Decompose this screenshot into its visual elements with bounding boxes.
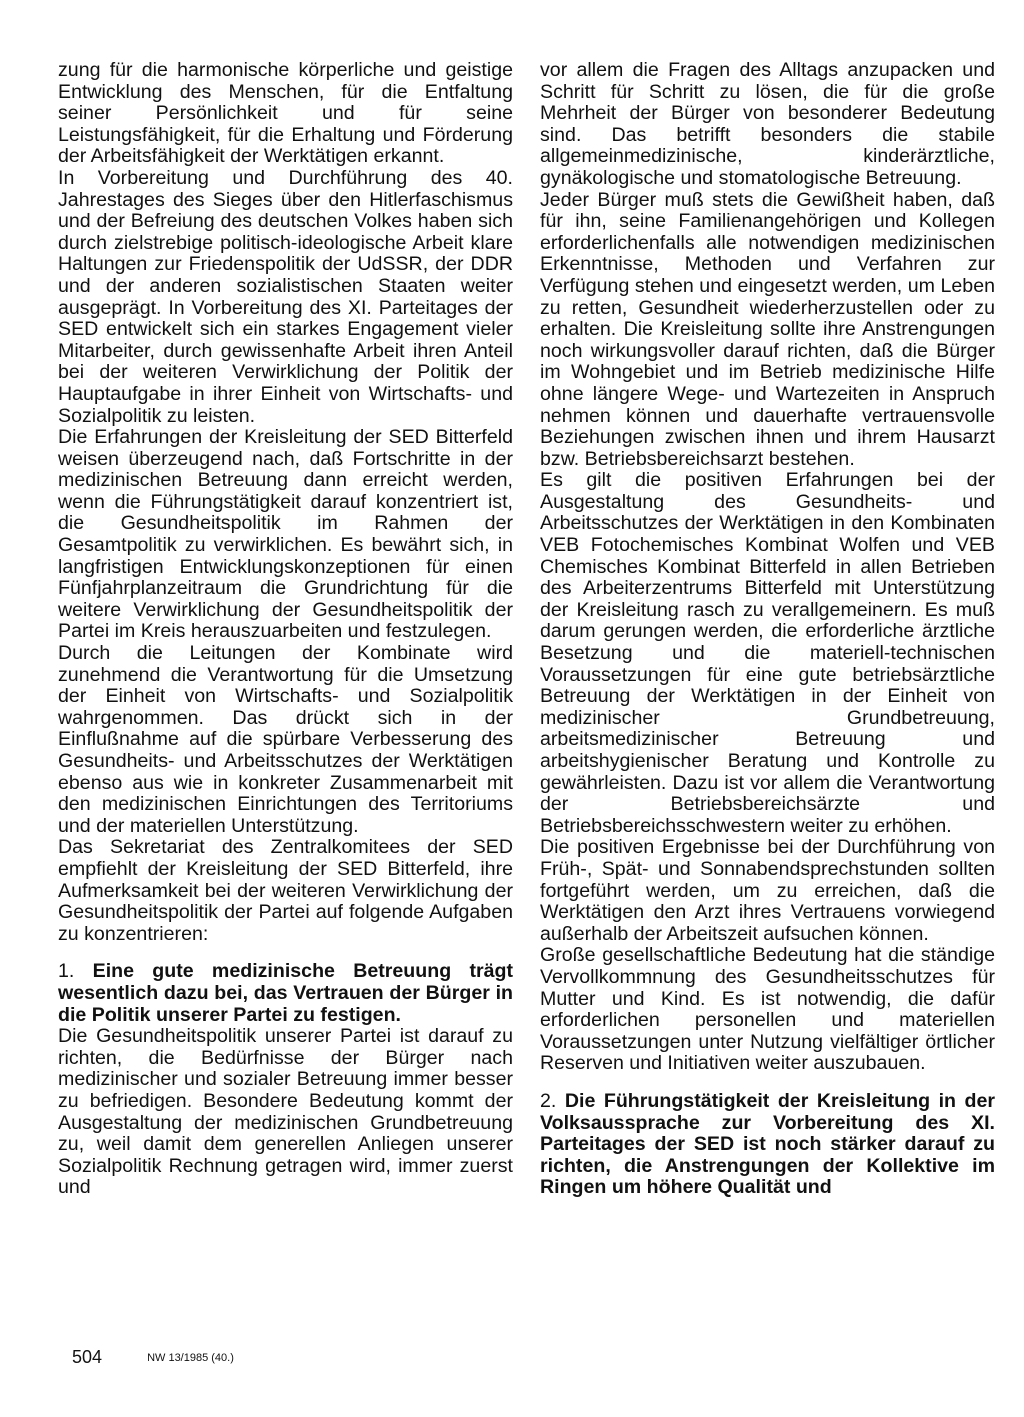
- left-column: [58, 60, 513, 1199]
- section-heading-text: Eine gute medizinische Betreuung trägt wesentlich dazu bei, das Vertrauen der Bürger in die Politik unserer Partei zu festigen.: [58, 960, 513, 1026]
- paragraph: Das Sekretariat des Zentralkomitees der SED empfiehlt der Kreisleitung der SED Bitterfeld, ihre Aufmerksamkeit bei der weiteren Verwirklichung der Gesundheitspolitik der Partei auf folgende Aufgaben zu konzentrieren:: [58, 836, 513, 945]
- paragraph: vor allem die Fragen des Alltags anzupacken und Schritt für Schritt zu lösen, die für die große Mehrheit der Bürger von besonderer Bedeutung sind. Das betrifft besonders die stabile allgemeinmedizinische, kinderärztliche, gynäkologische und stomatologische Betreuung.: [540, 59, 995, 189]
- paragraph: In Vorbereitung und Durchführung des 40. Jahrestages des Sieges über den Hitlerfaschismus und der Befreiung des deutschen Volkes haben sich durch zielstrebige politisch-ideologische Arbeit klare Haltungen zur Friedenspolitik der UdSSR, der DDR und der anderen sozialistischen Staaten weiter ausgeprägt. In Vorbereitung des XI. Parteitages der SED entwickelt sich ein starkes Engagement vieler Mitarbeiter, durch gewissenhafte Arbeit ihren Anteil bei der weiteren Verwirklichung der Politik der Hauptaufgabe in ihrer Einheit von Wirtschafts- und Sozialpolitik zu leisten.: [58, 166, 513, 427]
- paragraph: Große gesellschaftliche Bedeutung hat die ständige Vervollkommnung des Gesundheitsschutzes für Mutter und Kind. Es ist notwendig, die dafür erforderlichen personellen und materiellen Voraussetzungen unter Nutzung vielfältiger örtlicher Reserven und Initiativen weiter auszubauen.: [540, 944, 995, 1075]
- section-heading-1: [58, 961, 513, 1026]
- page-footer: [72, 1347, 234, 1368]
- paragraph: Durch die Leitungen der Kombinate wird zunehmend die Verantwortung für die Umsetzung der Einheit von Wirtschafts- und Sozialpolitik wahrgenommen. Das drückt sich in der Einflußnahme auf die spürbare Verbesserung des Gesundheits- und Arbeitsschutzes der Werktätigen ebenso aus wie in konkreter Zusammenarbeit mit den medizinischen Einrichtungen des Territoriums und der materiellen Unterstützung.: [58, 642, 513, 837]
- right-column: [540, 60, 995, 1199]
- section-number: 1.: [58, 960, 75, 983]
- paragraph: Die Erfahrungen der Kreisleitung der SED Bitterfeld weisen überzeugend nach, daß Fortschritte in der medizinischen Betreuung dann erreicht werden, wenn die Führungstätigkeit darauf konzentriert ist, die Gesundheitspolitik im Rahmen der Gesamtpolitik zu verwirklichen. Es bewährt sich, in langfristigen Entwicklungskonzeptionen für einen Fünfjahrplanzeitraum die Grundrichtung für die weitere Verwirklichung der Gesundheitspolitik der Partei im Kreis herauszuarbeiten und festzulegen.: [58, 426, 513, 643]
- paragraph: zung für die harmonische körperliche und geistige Entwicklung des Menschen, für die Entfaltung seiner Persönlichkeit und für seine Leistungsfähigkeit, für die Erhaltung und Förderung der Arbeitsfähigkeit der Werktätigen erkannt.: [58, 59, 513, 168]
- paragraph: Die Gesundheitspolitik unserer Partei ist darauf zu richten, die Bedürfnisse der Bürger nach medizinischer und sozialer Betreuung immer besser zu befriedigen. Besondere Bedeutung kommt der Ausgestaltung der medizinischen Grundbetreuung zu, weil damit dem generellen Anliegen unserer Sozialpolitik Rechnung getragen wird, immer zuerst und: [58, 1025, 513, 1199]
- journal-reference: NW 13/1985 (40.): [147, 1352, 234, 1364]
- paragraph: Es gilt die positiven Erfahrungen bei der Ausgestaltung des Gesundheits- und Arbeitsschutzes der Werktätigen in den Kombinaten VEB Fotochemisches Kombinat Wolfen und VEB Chemisches Kombinat Bitterfeld in allen Betrieben des Arbeiterzentrums Bitterfeld mit Unterstützung der Kreisleitung rasch zu verallgemeinern. Es muß darum gerungen werden, die erforderliche ärztliche Besetzung und die materiell-technischen Voraussetzungen für eine gute betriebsärztliche Betreuung der Werktätigen in der Einheit von medizinischer Grundbetreuung, arbeitsmedizinischer Betreuung und arbeitshygienischer Beratung und Kontrolle zu gewährleisten. Dazu ist vor allem die Verantwortung der Betriebsbereichsärzte und Betriebsbereichsschwestern weiter zu erhöhen.: [540, 469, 995, 837]
- section-number: 2.: [540, 1089, 557, 1112]
- paragraph: Jeder Bürger muß stets die Gewißheit haben, daß für ihn, seine Familienangehörigen und Kollegen erforderlichenfalls alle notwendigen medizinischen Erkenntnisse, Methoden und Verfahren zur Verfügung stehen und eingesetzt werden, um Leben zu retten, Gesundheit wiederherzustellen oder zu erhalten. Die Kreisleitung sollte ihre Anstrengungen noch wirkungsvoller darauf richten, daß die Bürger im Wohngebiet und im Betrieb medizinische Hilfe ohne längere Wege- und Wartezeiten in Anspruch nehmen können und dauerhafte vertrauensvolle Beziehungen zwischen ihnen und ihrem Hausarzt bzw. Betriebsbereichsarzt bestehen.: [540, 188, 995, 470]
- section-heading-2: [540, 1091, 995, 1199]
- paragraph: Die positiven Ergebnisse bei der Durchführung von Früh-, Spät- und Sonnabendsprechstunden sollten fortgeführt werden, um zu erreichen, daß die Werktätigen den Arzt ihres Vertrauens vorwiegend außerhalb der Arbeitszeit aufsuchen können.: [540, 836, 995, 945]
- section-heading-text: Die Führungstätigkeit der Kreisleitung in der Volksaussprache zur Vorbereitung des XI. Parteitages der SED ist noch stärker darauf zu richten, die Anstrengungen der Kollektive im Ringen um höhere Qualität und: [540, 1089, 995, 1199]
- page-number: 504: [72, 1347, 103, 1367]
